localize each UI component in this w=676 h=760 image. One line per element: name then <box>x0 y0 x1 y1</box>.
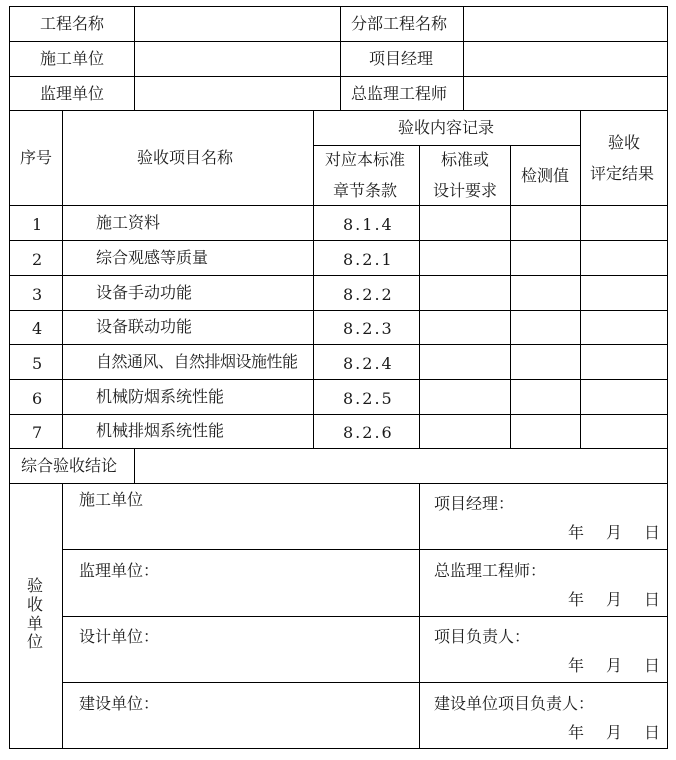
row-seq: 3 <box>32 285 43 304</box>
col-header-result-line2: 评定结果 <box>590 164 655 183</box>
row-seq: 4 <box>32 319 43 338</box>
side-label-char: 位 <box>27 632 44 651</box>
date-year: 年 <box>568 523 585 542</box>
side-label-char: 单 <box>27 614 44 633</box>
date-day: 日 <box>644 656 661 675</box>
row-clause: 8.2.5 <box>343 389 394 408</box>
row-seq: 2 <box>32 250 43 269</box>
chief-engineer-label: 总监理工程师 <box>351 84 448 103</box>
row-seq: 6 <box>32 389 43 408</box>
project-name-label: 工程名称 <box>40 14 105 33</box>
row-item-name: 施工资料 <box>96 213 161 232</box>
col-header-result-line1: 验收 <box>608 133 641 152</box>
col-header-requirement-line2: 设计要求 <box>433 181 498 200</box>
row-item-name: 设备联动功能 <box>96 317 193 336</box>
side-label-char: 收 <box>27 595 44 614</box>
col-header-clause-line1: 对应本标准 <box>325 150 406 169</box>
construction-unit-label: 施工单位 <box>40 49 105 68</box>
person-label: 项目经理： <box>434 494 515 513</box>
unit-label: 施工单位 <box>79 490 144 509</box>
row-item-name: 机械防烟系统性能 <box>96 387 225 406</box>
person-label: 项目负责人： <box>434 627 531 646</box>
date-month: 月 <box>606 523 623 542</box>
date-month: 月 <box>606 723 623 742</box>
date-day: 日 <box>644 723 661 742</box>
project-manager-label: 项目经理 <box>369 49 434 68</box>
row-clause: 8.2.3 <box>343 319 394 338</box>
date-year: 年 <box>568 656 585 675</box>
date-month: 月 <box>606 656 623 675</box>
row-clause: 8.2.2 <box>343 285 394 304</box>
side-label-char: 验 <box>27 576 44 595</box>
row-item-name: 机械排烟系统性能 <box>96 421 225 440</box>
date-month: 月 <box>606 590 623 609</box>
sub-project-label: 分部工程名称 <box>351 14 448 33</box>
unit-label: 建设单位： <box>79 694 160 713</box>
date-day: 日 <box>644 590 661 609</box>
person-label: 建设单位项目负责人： <box>434 694 595 713</box>
col-header-seq: 序号 <box>20 148 53 167</box>
row-clause: 8.2.4 <box>343 354 394 373</box>
row-clause: 8.2.1 <box>343 250 394 269</box>
person-label: 总监理工程师： <box>434 561 547 580</box>
row-seq: 5 <box>32 354 43 373</box>
unit-label: 设计单位： <box>79 627 160 646</box>
conclusion-label: 综合验收结论 <box>21 456 118 475</box>
row-item-name: 设备手动功能 <box>96 283 193 302</box>
row-clause: 8.1.4 <box>343 215 394 234</box>
col-header-item-name: 验收项目名称 <box>137 148 234 167</box>
col-header-clause-line2: 章节条款 <box>333 181 398 200</box>
date-day: 日 <box>644 523 661 542</box>
col-header-record: 验收内容记录 <box>398 118 495 137</box>
row-clause: 8.2.6 <box>343 423 394 442</box>
unit-label: 监理单位： <box>79 561 160 580</box>
row-seq: 7 <box>32 423 43 442</box>
col-header-requirement-line1: 标准或 <box>441 150 490 169</box>
date-year: 年 <box>568 590 585 609</box>
supervision-unit-label: 监理单位 <box>40 84 105 103</box>
row-item-name: 综合观感等质量 <box>96 248 209 267</box>
col-header-measured: 检测值 <box>521 166 570 185</box>
date-year: 年 <box>568 723 585 742</box>
row-seq: 1 <box>32 215 43 234</box>
row-item-name: 自然通风、自然排烟设施性能 <box>96 352 298 371</box>
